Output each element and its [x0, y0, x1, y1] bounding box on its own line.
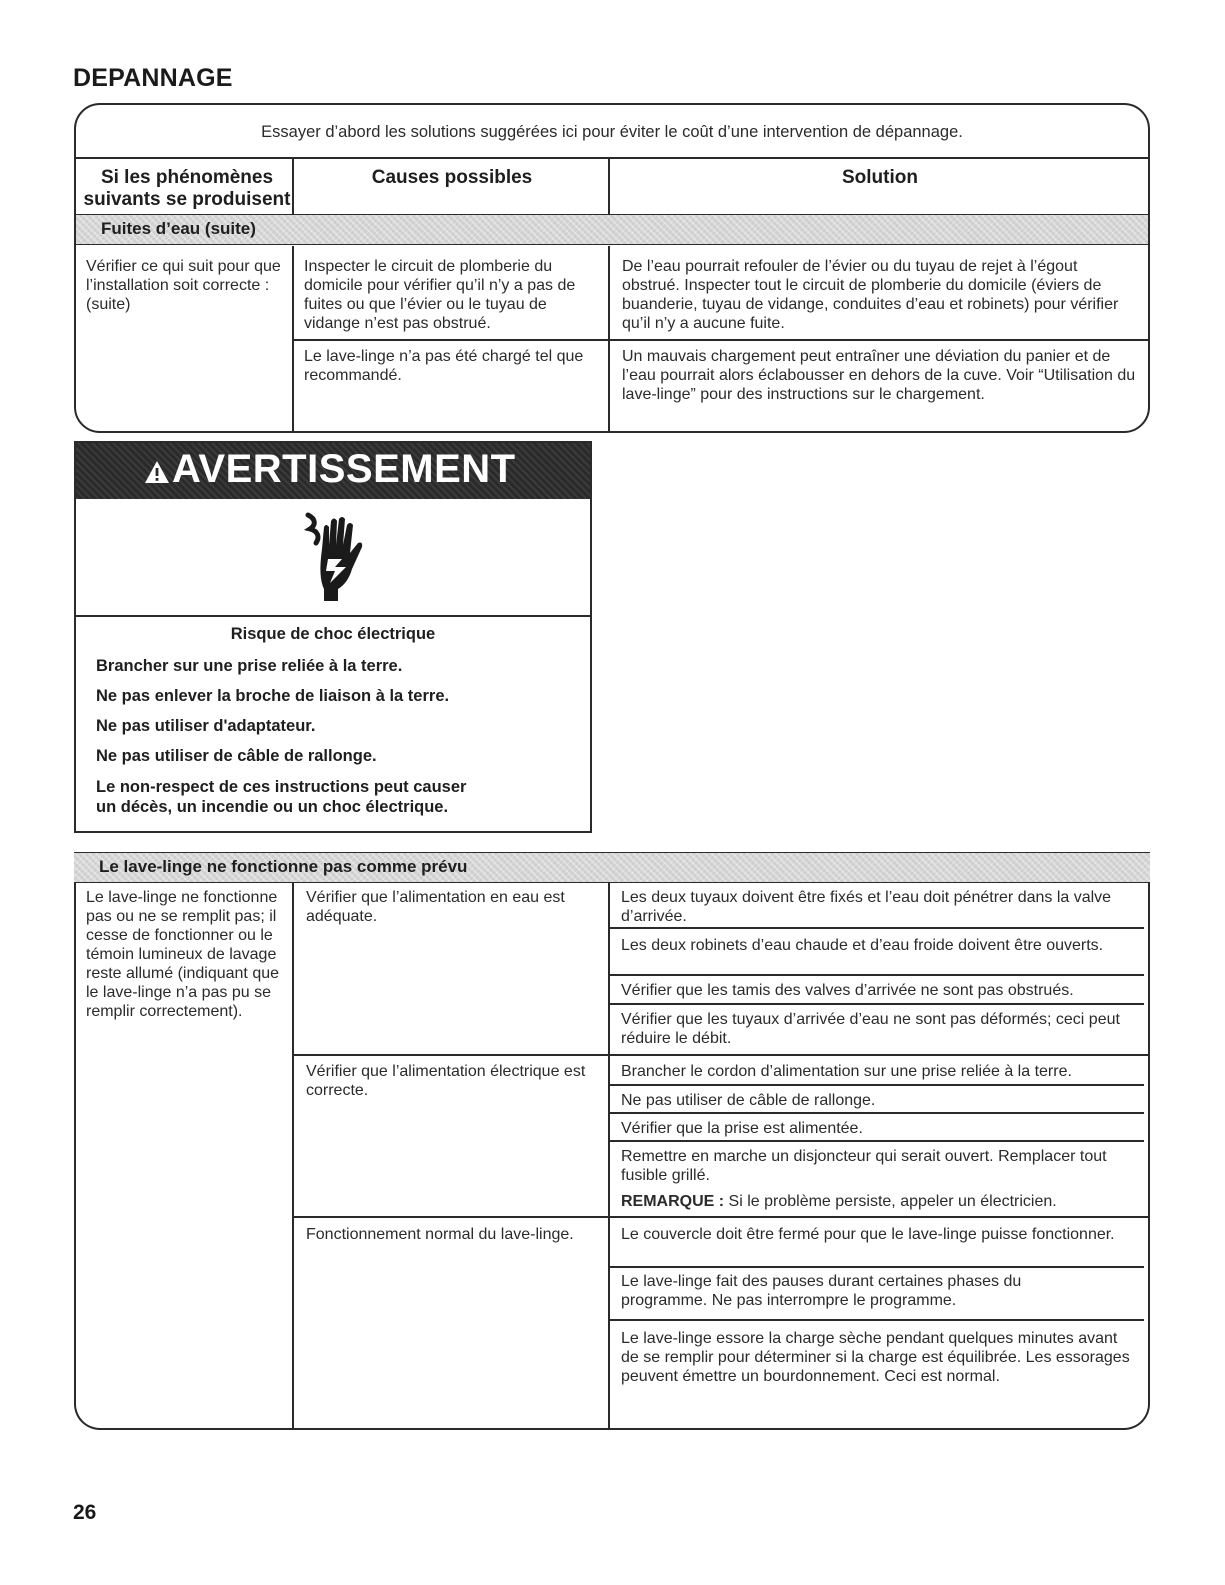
warning-line: Brancher sur une prise reliée à la terre.	[96, 657, 403, 675]
solution-power-note: REMARQUE : Si le problème persiste, appeler un électricien.	[621, 1193, 1057, 1210]
solution-normal-1: Le couvercle doit être fermé pour que le lave-linge puisse fonctionner.	[621, 1226, 1115, 1243]
row-divider	[608, 1084, 1144, 1086]
solution-water-1: Les deux tuyaux doivent être fixés et l’eau doit pénétrer dans la valve d’arrivée.	[621, 889, 1112, 925]
symptom-leaks: Vérifier ce qui suit pour que l’installation soit correcte : (suite)	[86, 258, 281, 313]
solution-loading: Un mauvais chargement peut entraîner une déviation du panier et de l’eau pourrait alors éclabousser en dehors de la cuve. Voir “Utilisation du lave-linge” pour des instructions sur le chargement.	[622, 348, 1136, 403]
row-divider	[292, 1054, 1148, 1056]
solution-power-1: Brancher le cordon d’alimentation sur une prise reliée à la terre.	[621, 1063, 1072, 1080]
cause-loading: Le lave-linge n’a pas été chargé tel que recommandé.	[304, 348, 584, 384]
row-divider	[608, 1319, 1144, 1321]
solution-water-4: Vérifier que les tuyaux d’arrivée d’eau ne sont pas déformés; ceci peut réduire le débit.	[621, 1011, 1120, 1047]
row-divider	[608, 1003, 1144, 1005]
symptom-not-working: Le lave-linge ne fonctionne pas ou ne se remplit pas; il cesse de fonctionner ou le témoin lumineux de lavage reste allumé (indiquant que le lave-linge n’a pas pu se remplir correctement).	[86, 889, 280, 1020]
electric-shock-hand-icon	[302, 509, 372, 605]
troubleshooting-table-leaks	[74, 103, 1150, 433]
row-divider	[608, 1266, 1144, 1268]
note-label: REMARQUE :	[621, 1193, 725, 1210]
solution-power-4: Remettre en marche un disjoncteur qui serait ouvert. Remplacer tout fusible grillé.	[621, 1148, 1107, 1184]
warning-picture-area	[76, 499, 590, 617]
page-title: DEPANNAGE	[73, 64, 233, 92]
header-symptoms: Si les phénomènes suivants se produisent	[83, 167, 291, 210]
row-divider	[608, 1140, 1144, 1142]
row-divider	[292, 339, 1148, 341]
column-divider	[608, 883, 610, 1428]
solution-water-2: Les deux robinets d’eau chaude et d’eau froide doivent être ouverts.	[621, 937, 1104, 954]
solution-normal-2: Le lave-linge fait des pauses durant certaines phases du programme. Ne pas interrompre le programme.	[621, 1273, 1022, 1309]
section-band-not-working	[74, 852, 1150, 883]
warning-line: Ne pas enlever la broche de liaison à la terre.	[96, 687, 450, 705]
warning-triangle-icon	[144, 460, 170, 484]
warning-title: AVERTISSEMENT	[172, 447, 516, 491]
solution-power-3: Vérifier que la prise est alimentée.	[621, 1120, 863, 1137]
troubleshooting-table-not-working	[74, 852, 1150, 1430]
warning-final: Le non-respect de ces instructions peut causer un décès, un incendie ou un choc électrique.	[96, 778, 467, 816]
cause-water-supply: Vérifier que l’alimentation en eau est adéquate.	[306, 889, 565, 925]
column-divider	[292, 159, 294, 215]
warning-line: Ne pas utiliser de câble de rallonge.	[96, 747, 377, 765]
solution-normal-3: Le lave-linge essore la charge sèche pendant quelques minutes avant de se remplir pour déterminer si la charge est équilibrée. Les essorages peuvent émettre un bourdonnement. Ceci est normal.	[621, 1330, 1130, 1385]
cause-normal-operation: Fonctionnement normal du lave-linge.	[306, 1226, 574, 1243]
warning-line: Ne pas utiliser d'adaptateur.	[96, 717, 316, 735]
intro-text: Essayer d’abord les solutions suggérées ici pour éviter le coût d’une intervention de dépannage.	[76, 105, 1148, 159]
column-divider	[608, 159, 610, 215]
warning-box	[74, 441, 592, 833]
section-title-leaks: Fuites d’eau (suite)	[101, 219, 256, 238]
row-divider	[292, 1216, 1148, 1218]
warning-header	[76, 443, 590, 499]
cause-power-supply: Vérifier que l’alimentation électrique est correcte.	[306, 1063, 586, 1099]
section-band-leaks	[76, 214, 1148, 245]
page-number: 26	[73, 1501, 97, 1524]
warning-subtitle: Risque de choc électrique	[230, 625, 436, 643]
header-solution: Solution	[842, 167, 918, 188]
row-divider	[608, 1112, 1144, 1114]
cause-plumbing: Inspecter le circuit de plomberie du domicile pour vérifier qu’il n’y a pas de fuites ou que l’évier ou le tuyau de vidange n’est pas obstrué.	[304, 258, 576, 332]
solution-power-2: Ne pas utiliser de câble de rallonge.	[621, 1092, 876, 1109]
section-title-not-working: Le lave-linge ne fonctionne pas comme prévu	[99, 857, 468, 876]
solution-plumbing: De l’eau pourrait refouler de l’évier ou du tuyau de rejet à l’égout obstrué. Inspecter tout le circuit de plomberie du domicile (éviers de buanderie, tuyau de vidange, conduites d’eau et robinets) pour vérifier qu’il n’y a aucune fuite.	[622, 258, 1119, 332]
column-divider	[292, 883, 294, 1428]
header-causes: Causes possibles	[371, 167, 533, 188]
solution-water-3: Vérifier que les tamis des valves d’arrivée ne sont pas obstrués.	[621, 982, 1074, 999]
row-divider	[608, 974, 1144, 976]
row-divider	[608, 927, 1144, 929]
